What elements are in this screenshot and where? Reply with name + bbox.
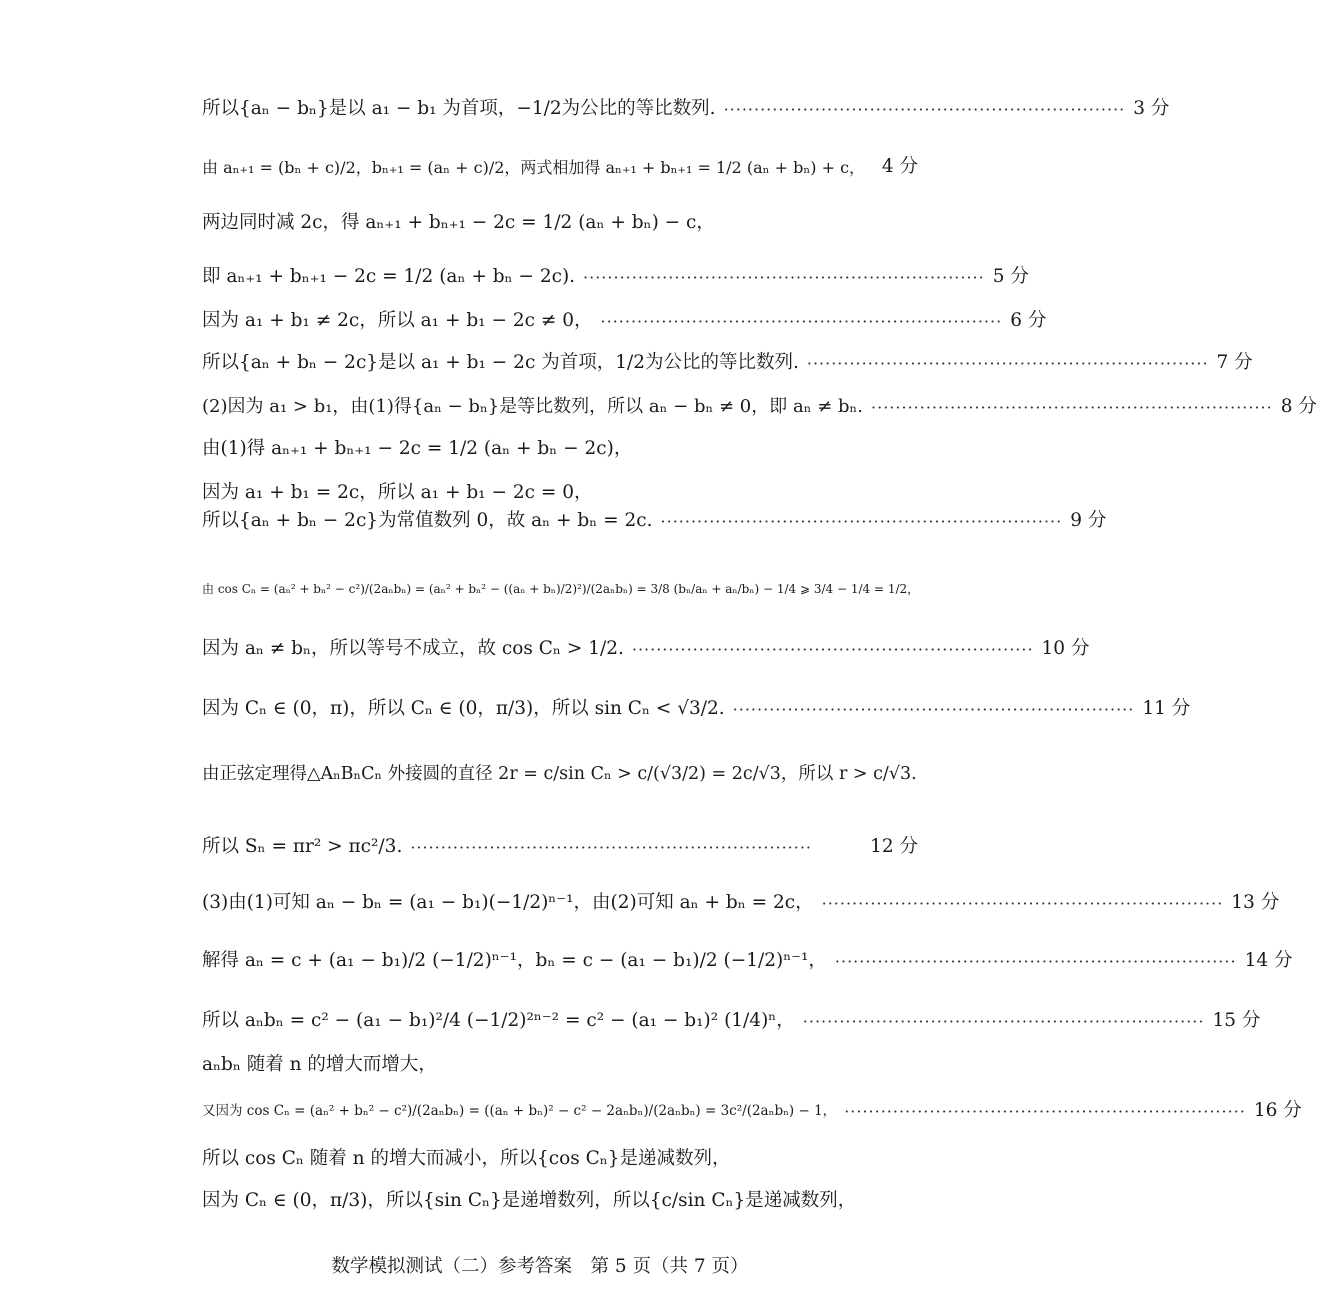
solution-line: 所以{aₙ + bₙ − 2c}为常值数列 0，故 aₙ + bₙ = 2c. ·································································· 9 分 [202, 510, 1107, 531]
solution-line: 因为 a₁ + b₁ ≠ 2c，所以 a₁ + b₁ − 2c ≠ 0， ·································································· 6 分 [202, 310, 1047, 331]
solution-line: 由(1)得 aₙ₊₁ + bₙ₊₁ − 2c = 1/2 (aₙ + bₙ − 2c)， [202, 438, 633, 459]
solution-line: 因为 Cₙ ∈ (0，π)，所以 Cₙ ∈ (0，π/3)，所以 sin Cₙ < √3/2. ·································································· 11 分 [202, 698, 1191, 719]
solution-line: 由正弦定理得△AₙBₙCₙ 外接圆的直径 2r = c/sin Cₙ > c/(√3/2) = 2c/√3，所以 r > c/√3. [202, 764, 917, 784]
solution-line: 所以{aₙ − bₙ}是以 a₁ − b₁ 为首项，−1/2为公比的等比数列. ·································································· 3 分 [202, 98, 1170, 119]
score-label: 14 分 [1244, 950, 1293, 971]
score-label: 13 分 [1231, 892, 1280, 913]
solution-line: 即 aₙ₊₁ + bₙ₊₁ − 2c = 1/2 (aₙ + bₙ − 2c). ·································································· 5 分 [202, 266, 1029, 287]
solution-line: (3)由(1)可知 aₙ − bₙ = (a₁ − b₁)(−1/2)ⁿ⁻¹，由(2)可知 aₙ + bₙ = 2c， ·································································· 13 分 [202, 892, 1280, 913]
solution-line: aₙbₙ 随着 n 的增大而增大， [202, 1054, 437, 1075]
score-label: 10 分 [1041, 638, 1090, 659]
leader-dots: ·································································· [802, 1011, 1205, 1031]
leader-dots: ·································································· [660, 511, 1063, 531]
score-label: 6 分 [1010, 310, 1047, 331]
page-footer: 数学模拟测试（二）参考答案 第 5 页（共 7 页） [331, 1256, 749, 1277]
solution-line: 因为 Cₙ ∈ (0，π/3)，所以{sin Cₙ}是递增数列，所以{c/sin Cₙ}是递减数列， [202, 1190, 857, 1211]
solution-line: 又因为 cos Cₙ = (aₙ² + bₙ² − c²)/(2aₙbₙ) = ((aₙ + bₙ)² − c² − 2aₙbₙ)/(2aₙbₙ) = 3c²/(2aₙbₙ) − 1， ·································································· 16 分 [202, 1100, 1302, 1121]
solution-line: 所以{aₙ + bₙ − 2c}是以 a₁ + b₁ − 2c 为首项，1/2为公比的等比数列. ·································································· 7 分 [202, 352, 1253, 373]
score-label: 15 分 [1212, 1010, 1261, 1031]
leader-dots: ·································································· [631, 639, 1034, 659]
score-label: 5 分 [992, 266, 1029, 287]
solution-line: 两边同时减 2c，得 aₙ₊₁ + bₙ₊₁ − 2c = 1/2 (aₙ + bₙ) − c， [202, 212, 715, 233]
leader-dots: ·································································· [806, 353, 1209, 373]
score-label: 11 分 [1142, 698, 1191, 719]
score-label: 12 分 [870, 836, 918, 857]
leader-dots: ·································································· [844, 1101, 1246, 1121]
score-label: 4 分 [881, 156, 918, 177]
leader-dots: ·································································· [732, 699, 1135, 719]
solution-line: 所以 aₙbₙ = c² − (a₁ − b₁)²/4 (−1/2)²ⁿ⁻² = c² − (a₁ − b₁)² (1/4)ⁿ， ·································································· 15 分 [202, 1010, 1261, 1031]
solution-line: 因为 aₙ ≠ bₙ，所以等号不成立，故 cos Cₙ > 1/2. ·································································· 10 分 [202, 638, 1090, 659]
solution-line: (2)因为 a₁ > b₁，由(1)得{aₙ − bₙ}是等比数列，所以 aₙ − bₙ ≠ 0，即 aₙ ≠ bₙ. ·································································· 8 分 [202, 396, 1317, 418]
score-label: 7 分 [1216, 352, 1253, 373]
score-label: 8 分 [1280, 396, 1317, 417]
leader-dots: ·································································· [410, 837, 812, 857]
leader-dots: ·································································· [600, 311, 1003, 331]
leader-dots [873, 158, 874, 177]
solution-line: 所以 cos Cₙ 随着 n 的增大而减小，所以{cos Cₙ}是递减数列， [202, 1148, 731, 1169]
leader-dots: ·································································· [821, 893, 1224, 913]
solution-line: 因为 a₁ + b₁ = 2c，所以 a₁ + b₁ − 2c = 0， [202, 482, 593, 503]
solution-line: 由 cos Cₙ = (aₙ² + bₙ² − c²)/(2aₙbₙ) = (aₙ² + bₙ² − ((aₙ + bₙ)/2)²)/(2aₙbₙ) = 3/8 (bₙ/aₙ + aₙ/bₙ) − 1/4 ⩾ 3/4 − 1/4 = 1/2， [202, 582, 920, 596]
score-label: 3 分 [1133, 98, 1170, 119]
leader-dots: ·································································· [723, 99, 1126, 119]
leader-dots: ·································································· [834, 951, 1237, 971]
score-label: 16 分 [1253, 1100, 1302, 1121]
leader-dots: ·································································· [583, 267, 985, 287]
leader-dots: ·································································· [871, 397, 1273, 417]
solution-line: 解得 aₙ = c + (a₁ − b₁)/2 (−1/2)ⁿ⁻¹，bₙ = c − (a₁ − b₁)/2 (−1/2)ⁿ⁻¹， ·································································· 14 分 [202, 950, 1293, 971]
solution-line: 由 aₙ₊₁ = (bₙ + c)/2，bₙ₊₁ = (aₙ + c)/2，两式相加得 aₙ₊₁ + bₙ₊₁ = 1/2 (aₙ + bₙ) + c， 4 分 [202, 156, 918, 177]
solution-line: 所以 Sₙ = πr² > πc²/3. ·································································· 12 分 [202, 836, 918, 857]
score-label: 9 分 [1070, 510, 1107, 531]
